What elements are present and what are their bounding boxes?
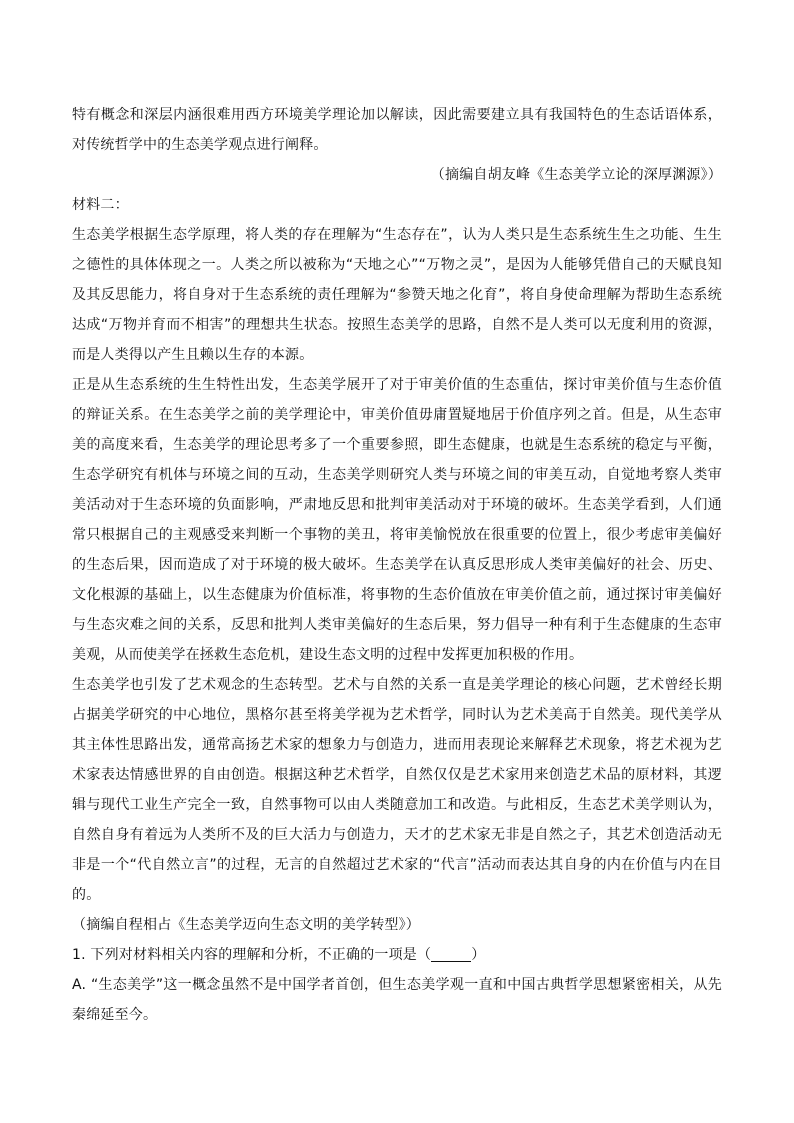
intro-paragraph: 特有概念和深层内涵很难用西方环境美学理论加以解读，因此需要建立具有我国特色的生态话语体系，对传统哲学中的生态美学观点进行阐释。 — [72, 107, 722, 153]
material-2-heading: 材料二： — [72, 197, 129, 213]
option-a[interactable]: A. “生态美学”这一概念虽然不是中国学者首创，但生态美学观一直和中国古典哲学思想紧密相关，从先秦绵延至今。 — [72, 977, 722, 1023]
question-1-stem: 1. 下列对材料相关内容的理解和分析，不正确的一项是（ — [72, 947, 432, 963]
source-citation-2: （摘编自程相占《生态美学迈向生态文明的美学转型》） — [72, 917, 420, 933]
question-1 — [72, 940, 722, 970]
material-2-paragraph-2: 正是从生态系统的生生特性出发，生态美学展开了对于审美价值的生态重估，探讨审美价值与生态价值的辩证关系。在生态美学之前的美学理论中，审美价值毋庸置疑地居于价值序列之首。但是，从生态审美的高度来看，生态美学的理论思考多了一个重要参照，即生态健康，也就是生态系统的稳定与平衡，生态学研究有机体与环境之间的互动，生态美学则研究人类与环境之间的审美互动，自觉地考察人类审美活动对于生态环境的负面影响，严肃地反思和批判审美活动对于环境的破坏。生态美学看到，人们通常只根据自己的主观感受来判断一个事物的美丑，将审美愉悦放在很重要的位置上，很少考虑审美偏好的生态后果，因而造成了对于环境的极大破坏。生态美学在认真反思形成人类审美偏好的社会、历史、文化根源的基础上，以生态健康为价值标准，将事物的生态价值放在审美价值之前，通过探讨审美偏好与生态灾难之间的关系，反思和批判人类审美偏好的生态后果，努力倡导一种有利于生态健康的生态审美观，从而使美学在拯救生态危机，建设生态文明的过程中发挥更加积极的作用。 — [72, 377, 722, 663]
material-2-paragraph-1: 生态美学根据生态学原理，将人类的存在理解为“生态存在”，认为人类只是生态系统生生之功能、生生之德性的具体体现之一。人类之所以被称为“天地之心”“万物之灵”，是因为人能够凭借自己的天赋良知及其反思能力，将自身对于生态系统的责任理解为“参赞天地之化育”，将自身使命理解为帮助生态系统达成“万物并育而不相害”的理想共生状态。按照生态美学的思路，自然不是人类可以无度利用的资源，而是人类得以产生且赖以生存的本源。 — [72, 227, 722, 363]
answer-blank[interactable] — [431, 945, 471, 962]
document-body — [72, 100, 722, 1030]
material-2-paragraph-3: 生态美学也引发了艺术观念的生态转型。艺术与自然的关系一直是美学理论的核心问题，艺术曾经长期占据美学研究的中心地位，黑格尔甚至将美学视为艺术哲学，同时认为艺术美高于自然美。现代美学从其主体性思路出发，通常高扬艺术家的想象力与创造力，进而用表现论来解释艺术现象，将艺术视为艺术家表达情感世界的自由创造。根据这种艺术哲学，自然仅仅是艺术家用来创造艺术品的原材料，其逻辑与现代工业生产完全一致，自然事物可以由人类随意加工和改造。与此相反，生态艺术美学则认为，自然自身有着远为人类所不及的巨大活力与创造力，天才的艺术家无非是自然之子，其艺术创造活动无非是一个“代自然立言”的过程，无言的自然超过艺术家的“代言”活动而表达其自身的内在价值与内在目的。 — [72, 677, 722, 903]
source-citation-1: （摘编自胡友峰《生态美学立论的深厚渊源》） — [430, 167, 722, 183]
question-1-close: ） — [471, 947, 486, 963]
